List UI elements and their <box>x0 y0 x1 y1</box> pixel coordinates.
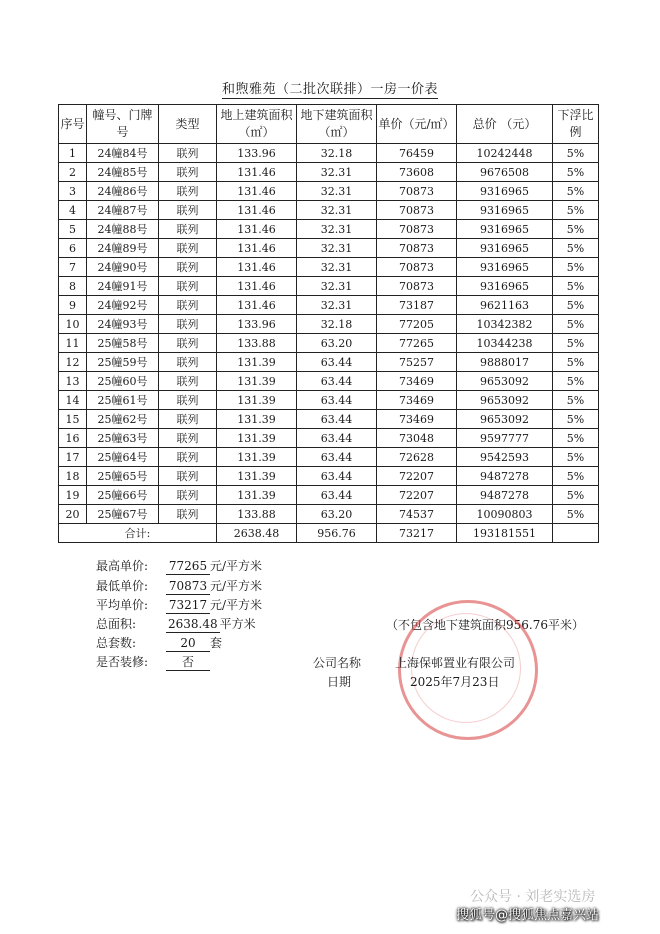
row-discount: 5% <box>553 220 599 239</box>
row-unit-price: 75257 <box>377 353 457 372</box>
header-cell: 地下建筑面积（㎡） <box>297 105 377 144</box>
row-unit: 25幢66号 <box>87 486 159 505</box>
min-price-unit: 元/平方米 <box>210 579 263 593</box>
row-type: 联列 <box>159 467 217 486</box>
row-total-price: 9653092 <box>457 372 553 391</box>
row-total-price: 9487278 <box>457 467 553 486</box>
row-index: 9 <box>59 296 87 315</box>
row-total-price: 9316965 <box>457 239 553 258</box>
row-discount: 5% <box>553 505 599 524</box>
row-discount: 5% <box>553 429 599 448</box>
row-total-price: 9316965 <box>457 220 553 239</box>
row-unit: 25幢67号 <box>87 505 159 524</box>
row-unit: 25幢58号 <box>87 334 159 353</box>
header-cell: 幢号、门牌号 <box>87 105 159 144</box>
company-name-label: 公司名称 <box>313 656 362 670</box>
row-type: 联列 <box>159 410 217 429</box>
row-below-area: 32.31 <box>297 239 377 258</box>
table-row <box>59 277 599 296</box>
row-index: 8 <box>59 277 87 296</box>
row-index: 7 <box>59 258 87 277</box>
row-type: 联列 <box>159 182 217 201</box>
row-type: 联列 <box>159 220 217 239</box>
row-type: 联列 <box>159 163 217 182</box>
table-row <box>59 315 599 334</box>
row-above-area: 131.46 <box>217 220 297 239</box>
row-above-area: 131.46 <box>217 163 297 182</box>
row-type: 联列 <box>159 296 217 315</box>
row-above-area: 131.39 <box>217 353 297 372</box>
max-price-value: 77265 <box>166 558 210 575</box>
row-unit-price: 76459 <box>377 144 457 163</box>
row-index: 15 <box>59 410 87 429</box>
total-area-value: 2638.48 <box>168 617 218 631</box>
min-price-line <box>96 578 262 595</box>
row-unit-price: 73469 <box>377 391 457 410</box>
row-below-area: 32.31 <box>297 201 377 220</box>
units-label: 总套数: <box>96 636 137 650</box>
row-index: 11 <box>59 334 87 353</box>
row-index: 1 <box>59 144 87 163</box>
units-unit: 套 <box>210 636 223 650</box>
row-unit: 24幢84号 <box>87 144 159 163</box>
max-price-label: 最高单价: <box>96 559 149 573</box>
row-unit: 24幢91号 <box>87 277 159 296</box>
row-discount: 5% <box>553 296 599 315</box>
price-table <box>58 104 599 543</box>
row-unit-price: 72628 <box>377 448 457 467</box>
row-total-price: 9542593 <box>457 448 553 467</box>
row-discount: 5% <box>553 334 599 353</box>
row-unit: 25幢63号 <box>87 429 159 448</box>
header-cell: 地上建筑面积（㎡） <box>217 105 297 144</box>
min-price-label: 最低单价: <box>96 579 149 593</box>
avg-price-label: 平均单价: <box>96 598 149 612</box>
row-index: 10 <box>59 315 87 334</box>
table-row <box>59 296 599 315</box>
max-price-line <box>96 558 262 575</box>
row-discount: 5% <box>553 182 599 201</box>
row-above-area: 131.39 <box>217 391 297 410</box>
row-type: 联列 <box>159 258 217 277</box>
row-index: 13 <box>59 372 87 391</box>
row-below-area: 63.44 <box>297 486 377 505</box>
row-index: 12 <box>59 353 87 372</box>
total-below-area: 956.76 <box>297 524 377 543</box>
table-row <box>59 448 599 467</box>
avg-price-unit: 元/平方米 <box>210 598 263 612</box>
header-cell: 总价 （元） <box>457 105 553 144</box>
row-below-area: 32.31 <box>297 163 377 182</box>
header-cell: 单价（元/㎡） <box>377 105 457 144</box>
row-below-area: 63.44 <box>297 410 377 429</box>
table-row <box>59 391 599 410</box>
row-unit-price: 72207 <box>377 467 457 486</box>
row-unit-price: 73469 <box>377 410 457 429</box>
row-above-area: 131.39 <box>217 467 297 486</box>
row-total-price: 9487278 <box>457 486 553 505</box>
row-unit-price: 70873 <box>377 258 457 277</box>
row-type: 联列 <box>159 201 217 220</box>
row-above-area: 131.46 <box>217 258 297 277</box>
row-unit-price: 73048 <box>377 429 457 448</box>
row-above-area: 133.88 <box>217 505 297 524</box>
row-discount: 5% <box>553 410 599 429</box>
row-total-price: 10344238 <box>457 334 553 353</box>
table-row <box>59 144 599 163</box>
row-total-price: 9597777 <box>457 429 553 448</box>
row-below-area: 63.20 <box>297 505 377 524</box>
row-below-area: 32.31 <box>297 277 377 296</box>
row-above-area: 131.46 <box>217 239 297 258</box>
row-unit: 24幢90号 <box>87 258 159 277</box>
total-label: 合计: <box>59 524 217 543</box>
row-index: 2 <box>59 163 87 182</box>
avg-price-line <box>96 597 262 614</box>
row-total-price: 9653092 <box>457 410 553 429</box>
avg-price-value: 73217 <box>166 597 210 614</box>
table-row <box>59 334 599 353</box>
row-unit: 24幢86号 <box>87 182 159 201</box>
header-cell: 类型 <box>159 105 217 144</box>
row-below-area: 32.31 <box>297 220 377 239</box>
total-row <box>59 524 599 543</box>
total-above-area: 2638.48 <box>217 524 297 543</box>
table-header-row <box>59 105 599 144</box>
row-type: 联列 <box>159 372 217 391</box>
row-type: 联列 <box>159 277 217 296</box>
table-row <box>59 258 599 277</box>
row-unit-price: 77205 <box>377 315 457 334</box>
row-unit: 24幢85号 <box>87 163 159 182</box>
row-type: 联列 <box>159 353 217 372</box>
row-above-area: 133.96 <box>217 315 297 334</box>
row-total-price: 9676508 <box>457 163 553 182</box>
row-unit-price: 73187 <box>377 296 457 315</box>
row-total-price: 10090803 <box>457 505 553 524</box>
row-below-area: 32.31 <box>297 258 377 277</box>
row-above-area: 131.46 <box>217 277 297 296</box>
row-unit-price: 73608 <box>377 163 457 182</box>
row-unit: 25幢60号 <box>87 372 159 391</box>
row-type: 联列 <box>159 486 217 505</box>
row-discount: 5% <box>553 467 599 486</box>
row-discount: 5% <box>553 315 599 334</box>
row-index: 16 <box>59 429 87 448</box>
row-discount: 5% <box>553 353 599 372</box>
row-unit-price: 70873 <box>377 201 457 220</box>
row-above-area: 131.46 <box>217 201 297 220</box>
row-index: 17 <box>59 448 87 467</box>
row-total-price: 9316965 <box>457 277 553 296</box>
row-index: 4 <box>59 201 87 220</box>
row-unit-price: 77265 <box>377 334 457 353</box>
row-discount: 5% <box>553 486 599 505</box>
units-line <box>96 635 222 652</box>
row-type: 联列 <box>159 391 217 410</box>
row-below-area: 32.18 <box>297 315 377 334</box>
row-index: 19 <box>59 486 87 505</box>
row-type: 联列 <box>159 448 217 467</box>
source-watermark: 搜狐号@搜狐焦点嘉兴站 <box>456 908 600 923</box>
row-discount: 5% <box>553 277 599 296</box>
row-above-area: 131.39 <box>217 429 297 448</box>
max-price-unit: 元/平方米 <box>210 559 263 573</box>
row-discount: 5% <box>553 448 599 467</box>
row-below-area: 63.44 <box>297 467 377 486</box>
row-type: 联列 <box>159 239 217 258</box>
document-title: 和煦雅苑（二批次联排）一房一价表 <box>221 82 438 97</box>
row-below-area: 63.44 <box>297 391 377 410</box>
row-below-area: 32.31 <box>297 296 377 315</box>
table-row <box>59 353 599 372</box>
row-discount: 5% <box>553 372 599 391</box>
row-index: 18 <box>59 467 87 486</box>
row-unit: 25幢65号 <box>87 467 159 486</box>
row-type: 联列 <box>159 144 217 163</box>
row-below-area: 63.44 <box>297 353 377 372</box>
units-value: 20 <box>166 635 210 652</box>
row-discount: 5% <box>553 391 599 410</box>
total-price: 193181551 <box>457 524 553 543</box>
row-unit: 24幢92号 <box>87 296 159 315</box>
date-label: 日期 <box>327 675 352 689</box>
row-discount: 5% <box>553 258 599 277</box>
table-row <box>59 486 599 505</box>
row-total-price: 9316965 <box>457 201 553 220</box>
row-below-area: 32.18 <box>297 144 377 163</box>
row-type: 联列 <box>159 315 217 334</box>
table-body <box>59 144 599 524</box>
row-index: 6 <box>59 239 87 258</box>
row-below-area: 32.31 <box>297 182 377 201</box>
row-above-area: 131.39 <box>217 372 297 391</box>
row-unit: 25幢62号 <box>87 410 159 429</box>
row-unit: 24幢89号 <box>87 239 159 258</box>
signing-date: 2025年7月23日 <box>410 675 500 689</box>
table-row <box>59 239 599 258</box>
row-index: 14 <box>59 391 87 410</box>
row-unit: 25幢64号 <box>87 448 159 467</box>
row-above-area: 131.46 <box>217 182 297 201</box>
row-unit: 24幢93号 <box>87 315 159 334</box>
row-index: 3 <box>59 182 87 201</box>
row-unit-price: 72207 <box>377 486 457 505</box>
row-above-area: 131.39 <box>217 486 297 505</box>
row-type: 联列 <box>159 334 217 353</box>
row-above-area: 133.96 <box>217 144 297 163</box>
decoration-value: 否 <box>166 654 210 671</box>
table-row <box>59 429 599 448</box>
row-below-area: 63.44 <box>297 372 377 391</box>
row-unit-price: 74537 <box>377 505 457 524</box>
row-discount: 5% <box>553 239 599 258</box>
header-cell: 序号 <box>59 105 87 144</box>
total-empty-cell <box>553 524 599 543</box>
table-row <box>59 372 599 391</box>
total-area-note: （不包含地下建筑面积956.76平米） <box>386 618 584 632</box>
total-area-unit: 平方米 <box>219 617 256 631</box>
row-unit: 25幢59号 <box>87 353 159 372</box>
row-type: 联列 <box>159 429 217 448</box>
table-row <box>59 182 599 201</box>
row-unit-price: 73469 <box>377 372 457 391</box>
row-above-area: 131.39 <box>217 448 297 467</box>
header-cell: 下浮比例 <box>553 105 599 144</box>
total-area-label: 总面积: <box>96 617 137 631</box>
row-total-price: 9653092 <box>457 391 553 410</box>
watermark: 公众号 · 刘老实选房 <box>470 889 596 905</box>
row-unit: 25幢61号 <box>87 391 159 410</box>
row-index: 20 <box>59 505 87 524</box>
row-below-area: 63.20 <box>297 334 377 353</box>
row-total-price: 10242448 <box>457 144 553 163</box>
row-total-price: 10342382 <box>457 315 553 334</box>
row-unit-price: 70873 <box>377 220 457 239</box>
table-row <box>59 505 599 524</box>
company-name: 上海保邨置业有限公司 <box>395 656 516 670</box>
row-type: 联列 <box>159 505 217 524</box>
row-above-area: 131.39 <box>217 410 297 429</box>
row-below-area: 63.44 <box>297 429 377 448</box>
row-above-area: 133.88 <box>217 334 297 353</box>
table-row <box>59 201 599 220</box>
row-index: 5 <box>59 220 87 239</box>
row-discount: 5% <box>553 144 599 163</box>
row-unit: 24幢88号 <box>87 220 159 239</box>
row-total-price: 9888017 <box>457 353 553 372</box>
row-unit: 24幢87号 <box>87 201 159 220</box>
row-unit-price: 70873 <box>377 182 457 201</box>
row-total-price: 9621163 <box>457 296 553 315</box>
row-below-area: 63.44 <box>297 448 377 467</box>
row-unit-price: 70873 <box>377 239 457 258</box>
min-price-value: 70873 <box>166 578 210 595</box>
table-row <box>59 410 599 429</box>
table-row <box>59 220 599 239</box>
row-unit-price: 70873 <box>377 277 457 296</box>
row-total-price: 9316965 <box>457 258 553 277</box>
total-unit-price: 73217 <box>377 524 457 543</box>
row-total-price: 9316965 <box>457 182 553 201</box>
row-discount: 5% <box>553 201 599 220</box>
table-row <box>59 467 599 486</box>
row-discount: 5% <box>553 163 599 182</box>
decoration-line <box>96 654 210 671</box>
total-area-line <box>96 616 256 633</box>
row-above-area: 131.46 <box>217 296 297 315</box>
decoration-label: 是否装修: <box>96 655 149 669</box>
table-row <box>59 163 599 182</box>
